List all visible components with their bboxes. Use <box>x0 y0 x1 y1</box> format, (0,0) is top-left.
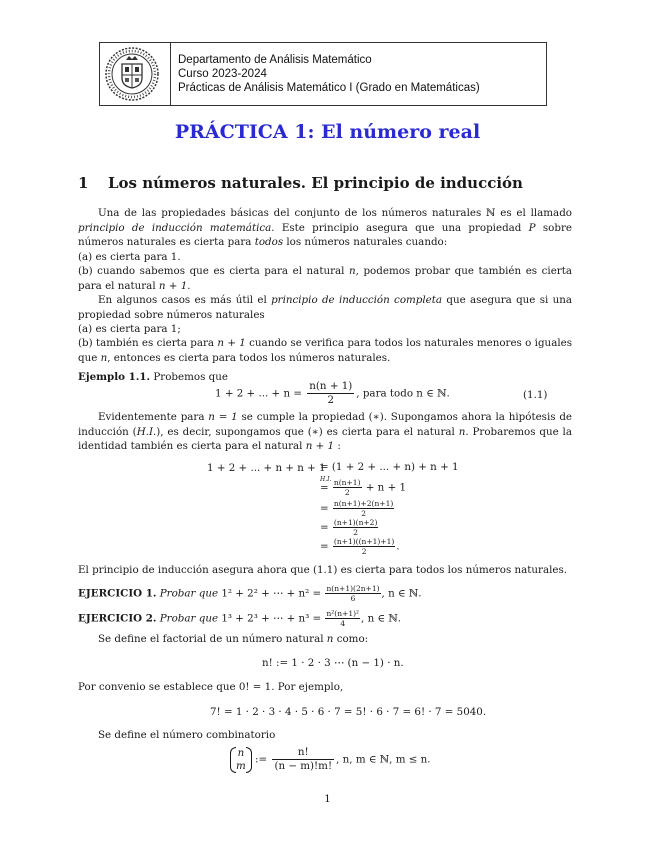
fraction: $\frac{n(n + 1)}{2}$ <box>309 380 353 406</box>
induction-hypothesis-paragraph: Evidentemente para n = 1 se cumple la propiedad (∗). Supongamos ahora la hipótesis de inducción (H.I.), es decir, supongamos que (∗) es cierta para el natural n. Probaremos que la identidad también es cierta para el natural n + 1 : <box>78 411 573 452</box>
equation-number: (1.1) <box>523 389 548 401</box>
list-item: (b) también es cierta para n + 1 cuando se verifica para todos los naturales menores o iguales que n, entonces es cierta para todos los números naturales. <box>78 337 573 364</box>
intro-paragraph: Una de las propiedades básicas del conjunto de los números naturales ℕ es el llamado principio de inducción matemática. Este principio asegura que una propiedad P sobre números naturales es cierta para todos los números naturales cuando: <box>78 207 572 248</box>
section-heading <box>78 174 523 192</box>
chain-step: = (1 + 2 + ... + n) + n + 1 <box>320 461 459 473</box>
section-number: 1 <box>78 174 89 192</box>
factorial-definition: n! := 1 · 2 · 3 ⋯ (n − 1) · n. <box>262 657 404 669</box>
factorial-convention: Por convenio se establece que 0! = 1. Por ejemplo, <box>78 681 344 693</box>
header-text <box>178 53 480 95</box>
list-item: (a) es cierta para 1; <box>78 323 181 335</box>
example-label: Ejemplo 1.1. Probemos que <box>78 371 228 383</box>
list-item: (b) cuando sabemos que es cierta para el natural n, podemos probar que también es cierta para el natural n + 1. <box>78 265 572 292</box>
chain-step: = $\frac{(n+1)(n+2)}{2}$ <box>320 518 378 537</box>
university-seal-logo <box>104 46 160 102</box>
chain-step: = H.I. $\frac{n(n+1)}{2}$ + n + 1 <box>320 475 407 497</box>
binomial-intro: Se define el número combinatorio <box>98 729 276 741</box>
chain-lhs: 1 + 2 + ... + n + n + 1 <box>207 462 326 474</box>
course-year: Curso 2023-2024 <box>178 68 267 80</box>
department-name: Departamento de Análisis Matemático <box>178 54 372 66</box>
exercise-1: EJERCICIO 1. Probar que 1² + 2² + ⋯ + n² = $\frac{n(n+1)(2n+1)}{6}$ , n ∈ ℕ. <box>78 584 422 603</box>
factorial-intro: Se define el factorial de un número natural n como: <box>98 633 369 645</box>
factorial-example: 7! = 1 · 2 · 3 · 4 · 5 · 6 · 7 = 5! · 6 · 7 = 6! · 7 = 5040. <box>210 706 487 718</box>
chain-step: = $\frac{n(n+1)+2(n+1)}{2}$ <box>320 499 394 518</box>
conclusion-text: El principio de inducción asegura ahora que (1.1) es cierta para todos los números naturales. <box>78 564 568 576</box>
section-title: Los números naturales. El principio de inducción <box>108 174 523 192</box>
complete-induction-paragraph: En algunos casos es más útil el principio de inducción completa que asegura que si una propiedad sobre números naturales <box>78 294 572 321</box>
page-number: 1 <box>324 793 331 805</box>
page-title: PRÁCTICA 1: El número real <box>174 121 481 143</box>
exercise-2: EJERCICIO 2. Probar que 1³ + 2³ + ⋯ + n³ = $\frac{\text{n²(n+1)²}}{4}$ , n ∈ ℕ. <box>78 609 402 628</box>
header-divider <box>170 42 171 106</box>
chain-step: = $\frac{(n+1)((n+1)+1)}{2}$ . <box>320 537 400 556</box>
equation-1-1: 1 + 2 + ... + n = $\frac{n(n + 1)}{2}$ , para todo n ∈ ℕ. <box>215 380 450 406</box>
subject-name: Prácticas de Análisis Matemático I (Grado en Matemáticas) <box>178 82 480 94</box>
binomial-definition: n m := $\frac{n!}{(n - m)!m!}$ , n, m ∈ ℕ, m ≤ n. <box>230 746 431 773</box>
list-item: (a) es cierta para 1. <box>78 251 181 263</box>
binomial-coefficient: n m <box>230 747 252 773</box>
